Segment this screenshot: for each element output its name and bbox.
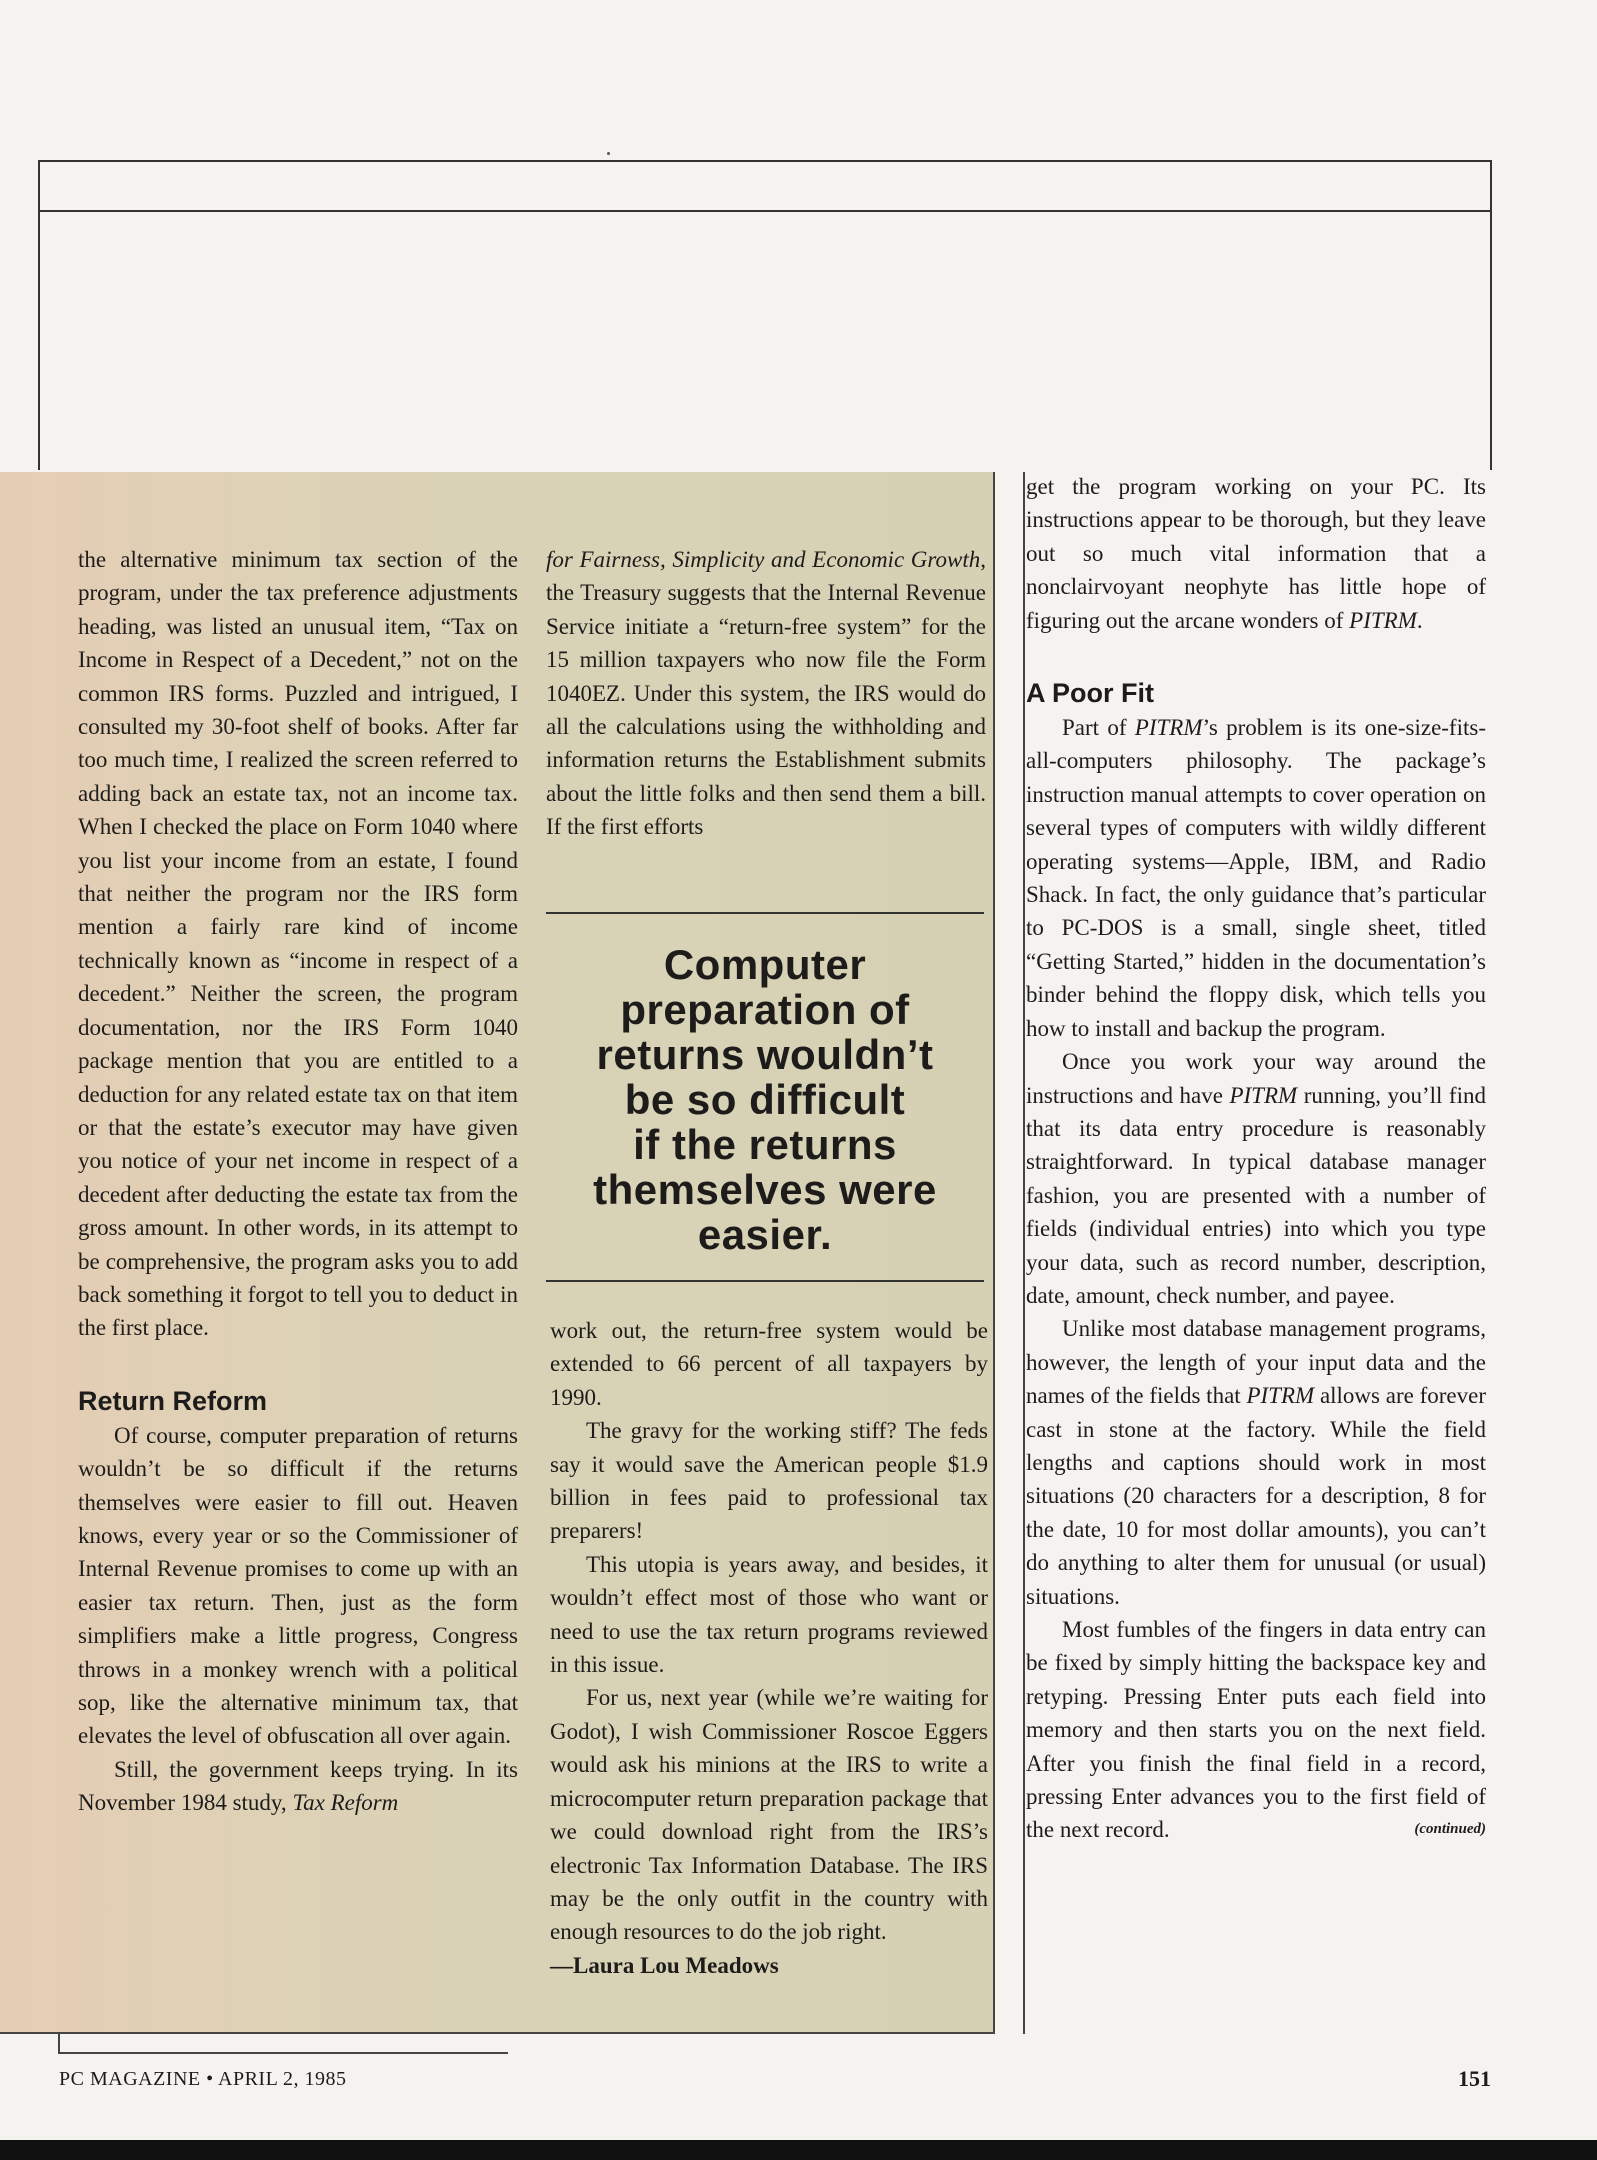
pull-quote-line: themselves were <box>593 1166 937 1213</box>
col2-paragraph-4: This utopia is years away, and besides, it wouldn’t effect most of those who want or need to use the tax return programs reviewed in this issue. <box>550 1551 988 1678</box>
continued-marker: (continued) <box>1414 1821 1486 1838</box>
col3-paragraph-5: Most fumbles of the fingers in data entry can be fixed by simply hitting the backspace key and retyping. Pressing Enter puts each field into memory and then starts you on the next field. After you finish the final field in a record, pressing Enter advances you to the first field of the next record. (continued) <box>1026 1613 1486 1847</box>
col1-paragraph-3: Still, the government keeps trying. In its November 1984 study, Tax Reform <box>78 1756 518 1816</box>
pull-quote-line: preparation of <box>620 986 910 1033</box>
folio-publication: PC MAGAZINE • APRIL 2, 1985 <box>59 2068 347 2090</box>
col2-paragraph-1: for Fairness, Simplicity and Economic Growth, the Treasury suggests that the Internal Revenue Service initiate a “return-free system” for the 15 million taxpayers who now file the Form 1040EZ. Under this system, the IRS would do all the calculations using the withholding and information returns the Establishment submits about the little folks and then send them a bill. If the first efforts <box>546 547 986 840</box>
scan-edge <box>0 2140 1597 2160</box>
pull-quote-line: Computer <box>663 941 867 988</box>
col2-paragraph-3: The gravy for the working stiff? The feds say it would save the American people $1.9 billion in fees paid to professional tax preparers! <box>550 1418 988 1544</box>
pull-quote-line: if the returns <box>633 1121 897 1168</box>
ad-frame <box>38 160 1492 470</box>
column-divider <box>1023 472 1025 2034</box>
col3-paragraph-2: Part of PITRM’s problem is its one-size-fits-all-computers philosophy. The package’s instruction manual attempts to cover operation on several types of computers with wildly different operating systems—Apple, IBM, and Radio Shack. In fact, the only guidance that’s particular to PC-DOS is a small, single sheet, titled “Getting Started,” hidden in the documentation’s binder behind the floppy disk, which tells you how to install and backup the program. <box>1026 715 1486 1041</box>
byline: —Laura Lou Meadows <box>550 1952 779 1978</box>
section-heading-return-reform: Return Reform <box>78 1385 268 1416</box>
page-number: 151 <box>1458 2066 1491 2091</box>
column-2-bottom <box>550 1314 988 1982</box>
col3-paragraph-3: Once you work your way around the instructions and have PITRM running, you’ll find that its data entry procedure is reasonably straightforward. In typical database manager fashion, you are presented with a number of fields (individual entries) into which you type your data, such as record number, description, date, amount, check number, and payee. <box>1026 1049 1486 1308</box>
col3-paragraph-1: get the program working on your PC. Its instructions appear to be thorough, but they leave out so much vital information that a nonclairvoyant neophyte has little hope of figuring out the arcane wonders of PITRM. <box>1026 474 1486 633</box>
col1-paragraph-1: the alternative minimum tax section of the program, under the tax preference adjustments heading, was listed an unusual item, “Tax on Income in Respect of a Decedent,” not on the common IRS forms. Puzzled and intrigued, I consulted my 30-foot shelf of books. After far too much time, I realized the screen referred to adding back an estate tax, not an income tax. When I checked the place on Form 1040 where you list your income from an estate, I found that neither the program nor the IRS form mention a fairly rare kind of income technically known as “income in respect of a decedent.” Neither the screen, the program documentation, nor the IRS Form 1040 package mention that you are entitled to a deduction for any related estate tax on that item or that the estate’s executor may have given you notice of your net income in respect of a decedent after deducting the estate tax from the gross amount. In other words, in its attempt to be comprehensive, the program asks you to add back something it forgot to tell you to deduct in the first place. <box>78 547 518 1341</box>
section-heading-a-poor-fit: A Poor Fit <box>1026 678 1154 709</box>
speck <box>607 152 610 155</box>
ad-frame-rule <box>40 210 1490 212</box>
col1-paragraph-2: Of course, computer preparation of returns wouldn’t be so difficult if the returns themselves were easier to fill out. Heaven knows, every year or so the Commissioner of Internal Revenue promises to come up with an easier tax return. Then, just as the form simplifiers make a little progress, Congress throws in a monkey wrench with a political sop, like the alternative minimum tax, that elevates the level of obfuscation all over again. <box>78 1422 518 1749</box>
pull-quote-line: be so difficult <box>624 1076 906 1123</box>
col3-paragraph-4: Unlike most database management programs, however, the length of your input data and the names of the fields that PITRM allows are forever cast in stone at the factory. While the field lengths and captions should work in most situations (20 characters for a description, 8 for the date, 10 for most dollar amounts), you can’t do anything to alter them for unusual (or usual) situations. <box>1026 1316 1486 1609</box>
pull-quote <box>546 912 984 1282</box>
column-3 <box>1026 470 1486 1847</box>
pull-quote-line: easier. <box>697 1211 833 1258</box>
corner-rule <box>58 2052 508 2054</box>
corner-rule <box>58 2034 60 2054</box>
column-1 <box>78 543 518 1820</box>
column-2-top <box>546 543 986 844</box>
col2-paragraph-2: work out, the return-free system would be extended to 66 percent of all taxpayers by 1990. <box>550 1318 988 1410</box>
pull-quote-line: returns wouldn’t <box>596 1031 934 1078</box>
col2-paragraph-5: For us, next year (while we’re waiting for Godot), I wish Commissioner Roscoe Eggers would ask his minions at the IRS to write a microcomputer return preparation package that we could download right from the IRS’s electronic Tax Information Database. The IRS may be the only outfit in the country with enough resources to do the job right. <box>550 1685 988 1945</box>
